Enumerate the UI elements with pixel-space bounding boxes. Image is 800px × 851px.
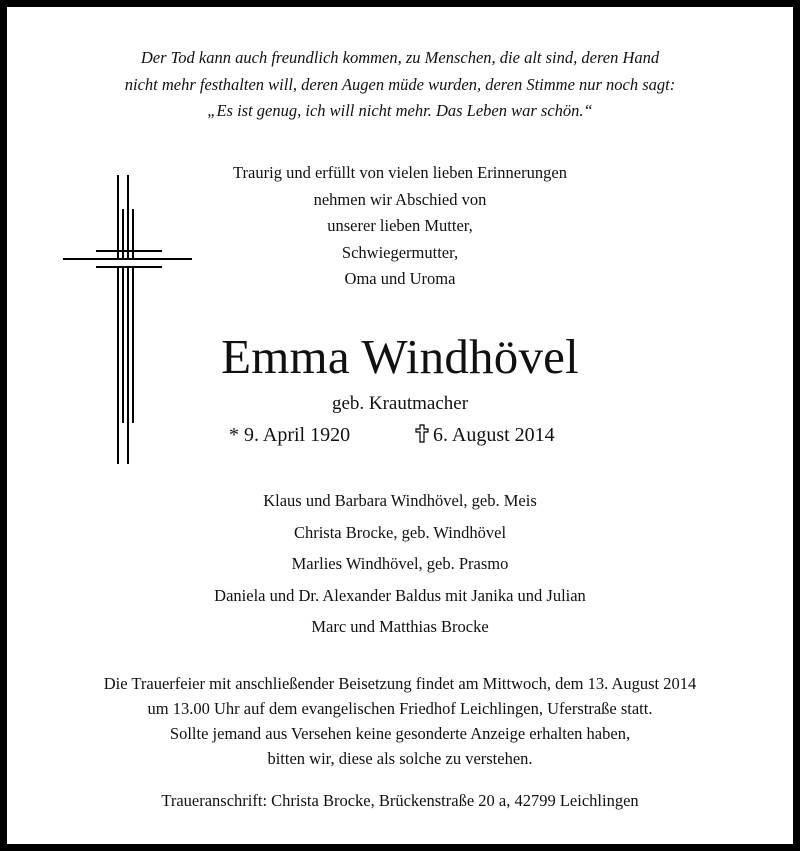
family-member: Daniela und Dr. Alexander Baldus mit Janika und Julian	[214, 585, 586, 605]
family-member: Christa Brocke, geb. Windhövel	[293, 522, 507, 542]
death-date-group	[415, 421, 555, 449]
intro-line: Traurig und erfüllt von vielen lieben Erinnerungen	[233, 163, 567, 182]
ceremony-line: bitten wir, diese als solche zu verstehen.	[267, 749, 533, 768]
intro-text	[7, 160, 793, 293]
intro-line: nehmen wir Abschied von	[313, 189, 487, 209]
family-list	[7, 485, 793, 643]
ceremony-line: Sollte jemand aus Versehen keine gesonderte Anzeige erhalten haben,	[169, 724, 631, 743]
family-member: Marc und Matthias Brocke	[311, 617, 489, 636]
family-member: Marlies Windhövel, geb. Prasmo	[291, 554, 509, 573]
mourning-address: Traueranschrift: Christa Brocke, Brückenstraße 20 a, 42799 Leichlingen	[161, 791, 639, 810]
ceremony-info	[7, 671, 793, 771]
opening-quote	[7, 45, 793, 125]
family-member: Klaus und Barbara Windhövel, geb. Meis	[263, 491, 537, 510]
quote-line: nicht mehr festhalten will, deren Augen müde wurden, deren Stimme nur noch sagt:	[124, 74, 676, 94]
ceremony-line: Die Trauerfeier mit anschließender Beisetzung findet am Mittwoch, dem 13. August 2014	[103, 674, 697, 693]
death-date: 6. August 2014	[433, 424, 555, 446]
cross-icon	[415, 424, 429, 443]
birth-date: * 9. April 1920	[229, 424, 351, 446]
intro-line: unserer lieben Mutter,	[327, 216, 473, 235]
quote-line: „Es ist genug, ich will nicht mehr. Das Leben war schön.“	[207, 101, 593, 120]
maiden-name: geb. Krautmacher	[331, 393, 469, 414]
deceased-name: Emma Windhövel	[221, 329, 579, 384]
intro-line: Oma und Uroma	[344, 269, 456, 288]
ceremony-line: um 13.00 Uhr auf dem evangelischen Friedhof Leichlingen, Uferstraße statt.	[147, 699, 653, 718]
intro-line: Schwiegermutter,	[341, 242, 459, 262]
quote-line: Der Tod kann auch freundlich kommen, zu Menschen, die alt sind, deren Hand	[140, 48, 660, 67]
life-dates	[7, 421, 793, 449]
